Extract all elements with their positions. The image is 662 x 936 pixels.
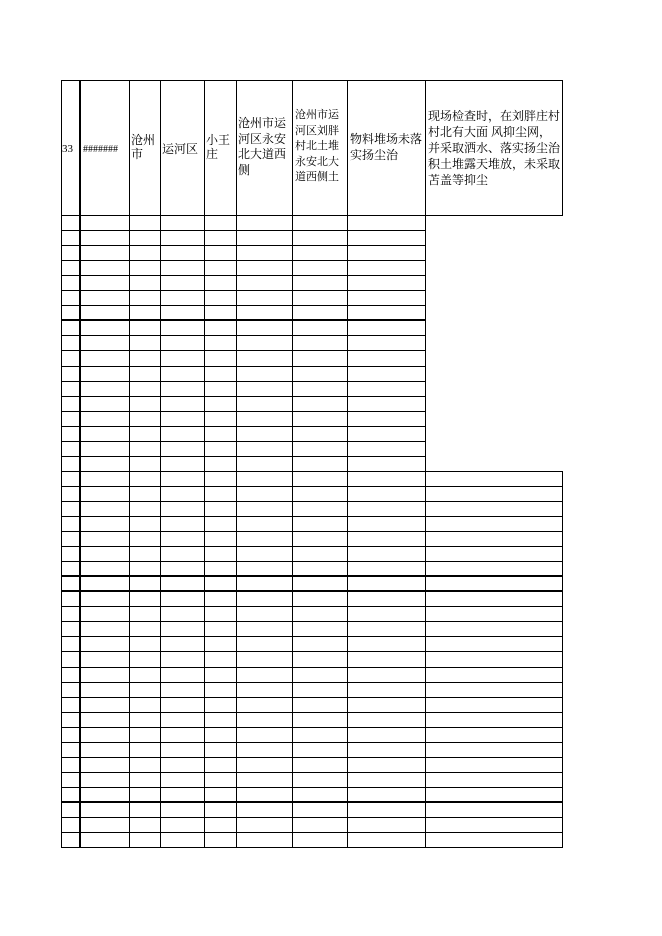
- cell-problem-type[interactable]: [350, 132, 424, 163]
- grid-body-vline: [425, 215, 426, 848]
- district-text: 运河区: [162, 142, 199, 156]
- grid-row-line: [61, 606, 563, 607]
- date-text: #######: [83, 144, 118, 155]
- grid-body-vline: [160, 215, 161, 848]
- grid-row-line: [61, 290, 426, 291]
- grid-row-line: [61, 501, 563, 502]
- grid-row-line: [61, 651, 563, 652]
- cell-date[interactable]: [83, 142, 129, 158]
- grid-row-line: [61, 319, 426, 321]
- grid-row-line: [61, 531, 563, 532]
- grid-row-line: [61, 411, 426, 412]
- grid-row-line: [61, 682, 563, 683]
- grid-body-vline: [236, 215, 237, 848]
- grid-row-line: [61, 245, 426, 246]
- seq-text: 33: [62, 143, 73, 155]
- grid-header-vline: [204, 80, 205, 216]
- grid-row-line: [61, 396, 426, 397]
- grid-row-line: [61, 667, 563, 668]
- grid-row-line: [61, 335, 426, 336]
- grid-row-line: [61, 697, 563, 698]
- grid-body-vline: [79, 215, 81, 848]
- grid-body-vline-right: [562, 471, 563, 848]
- grid-row-line: [61, 742, 563, 743]
- grid-row-line: [61, 275, 426, 276]
- grid-row-line: [61, 350, 426, 351]
- cell-location[interactable]: [238, 116, 292, 178]
- grid-body-vline: [292, 215, 293, 848]
- grid-body-vline: [204, 215, 205, 848]
- site-text: 沧州市运河区刘胖村北土堆永安北大道西侧土: [295, 109, 339, 183]
- grid-row-line: [61, 727, 563, 728]
- village-text: 小王庄: [206, 133, 231, 161]
- cell-seq[interactable]: [62, 142, 80, 158]
- grid-header-top: [61, 80, 563, 81]
- grid-header-vline: [425, 80, 426, 216]
- grid-row-line: [61, 471, 563, 472]
- grid-row-line: [61, 546, 563, 547]
- grid-row-line: [61, 260, 426, 261]
- grid-row-line: [61, 575, 563, 577]
- grid-body-vline: [129, 215, 130, 848]
- grid-row-line: [61, 712, 563, 713]
- grid-row-line: [61, 441, 426, 442]
- cell-description[interactable]: [428, 108, 560, 188]
- grid-row-line: [61, 787, 563, 788]
- grid-row-line: [61, 366, 426, 367]
- grid-header-vline: [79, 80, 81, 216]
- grid-header-vline: [292, 80, 293, 216]
- grid-header-vline: [236, 80, 237, 216]
- grid-row-line: [61, 847, 563, 848]
- cell-district[interactable]: [162, 142, 204, 158]
- cell-village[interactable]: [206, 133, 234, 161]
- grid-header-vline: [160, 80, 161, 216]
- location-text: 沧州市运河区永安北大道西侧: [238, 116, 287, 177]
- grid-header-vline: [61, 80, 62, 216]
- grid-row-line: [61, 230, 426, 231]
- grid-header-vline: [347, 80, 348, 216]
- city-text: 沧州市: [131, 133, 156, 161]
- grid-row-line: [61, 817, 563, 818]
- grid-row-line: [61, 757, 563, 758]
- grid-row-line: [61, 516, 563, 517]
- grid-row-line: [61, 832, 563, 833]
- grid-header-vline: [129, 80, 130, 216]
- grid-row-line: [61, 426, 426, 427]
- grid-row-line: [61, 590, 563, 592]
- grid-row-line: [61, 801, 563, 803]
- description-text: 现场检查时，在刘胖庄村村北有大面 风抑尘网，并采取洒水、落实扬尘治 积土堆露天堆放，未采取苫盖等抑尘: [428, 109, 560, 187]
- grid-row-line: [61, 381, 426, 382]
- grid-row-line: [61, 621, 563, 622]
- cell-city[interactable]: [131, 133, 159, 161]
- problem-type-text: 物料堆场未落实扬尘治: [350, 132, 423, 162]
- grid-row-line: [61, 456, 426, 457]
- grid-row-line: [61, 636, 563, 637]
- grid-header-bottom: [61, 215, 563, 216]
- grid-row-line: [61, 486, 563, 487]
- grid-body-vline: [61, 215, 62, 848]
- cell-site[interactable]: [295, 108, 347, 186]
- grid-row-line: [61, 561, 563, 562]
- grid-header-vline: [562, 80, 563, 216]
- grid-row-line: [61, 305, 426, 306]
- grid-row-line: [61, 772, 563, 773]
- grid-body-vline: [347, 215, 348, 848]
